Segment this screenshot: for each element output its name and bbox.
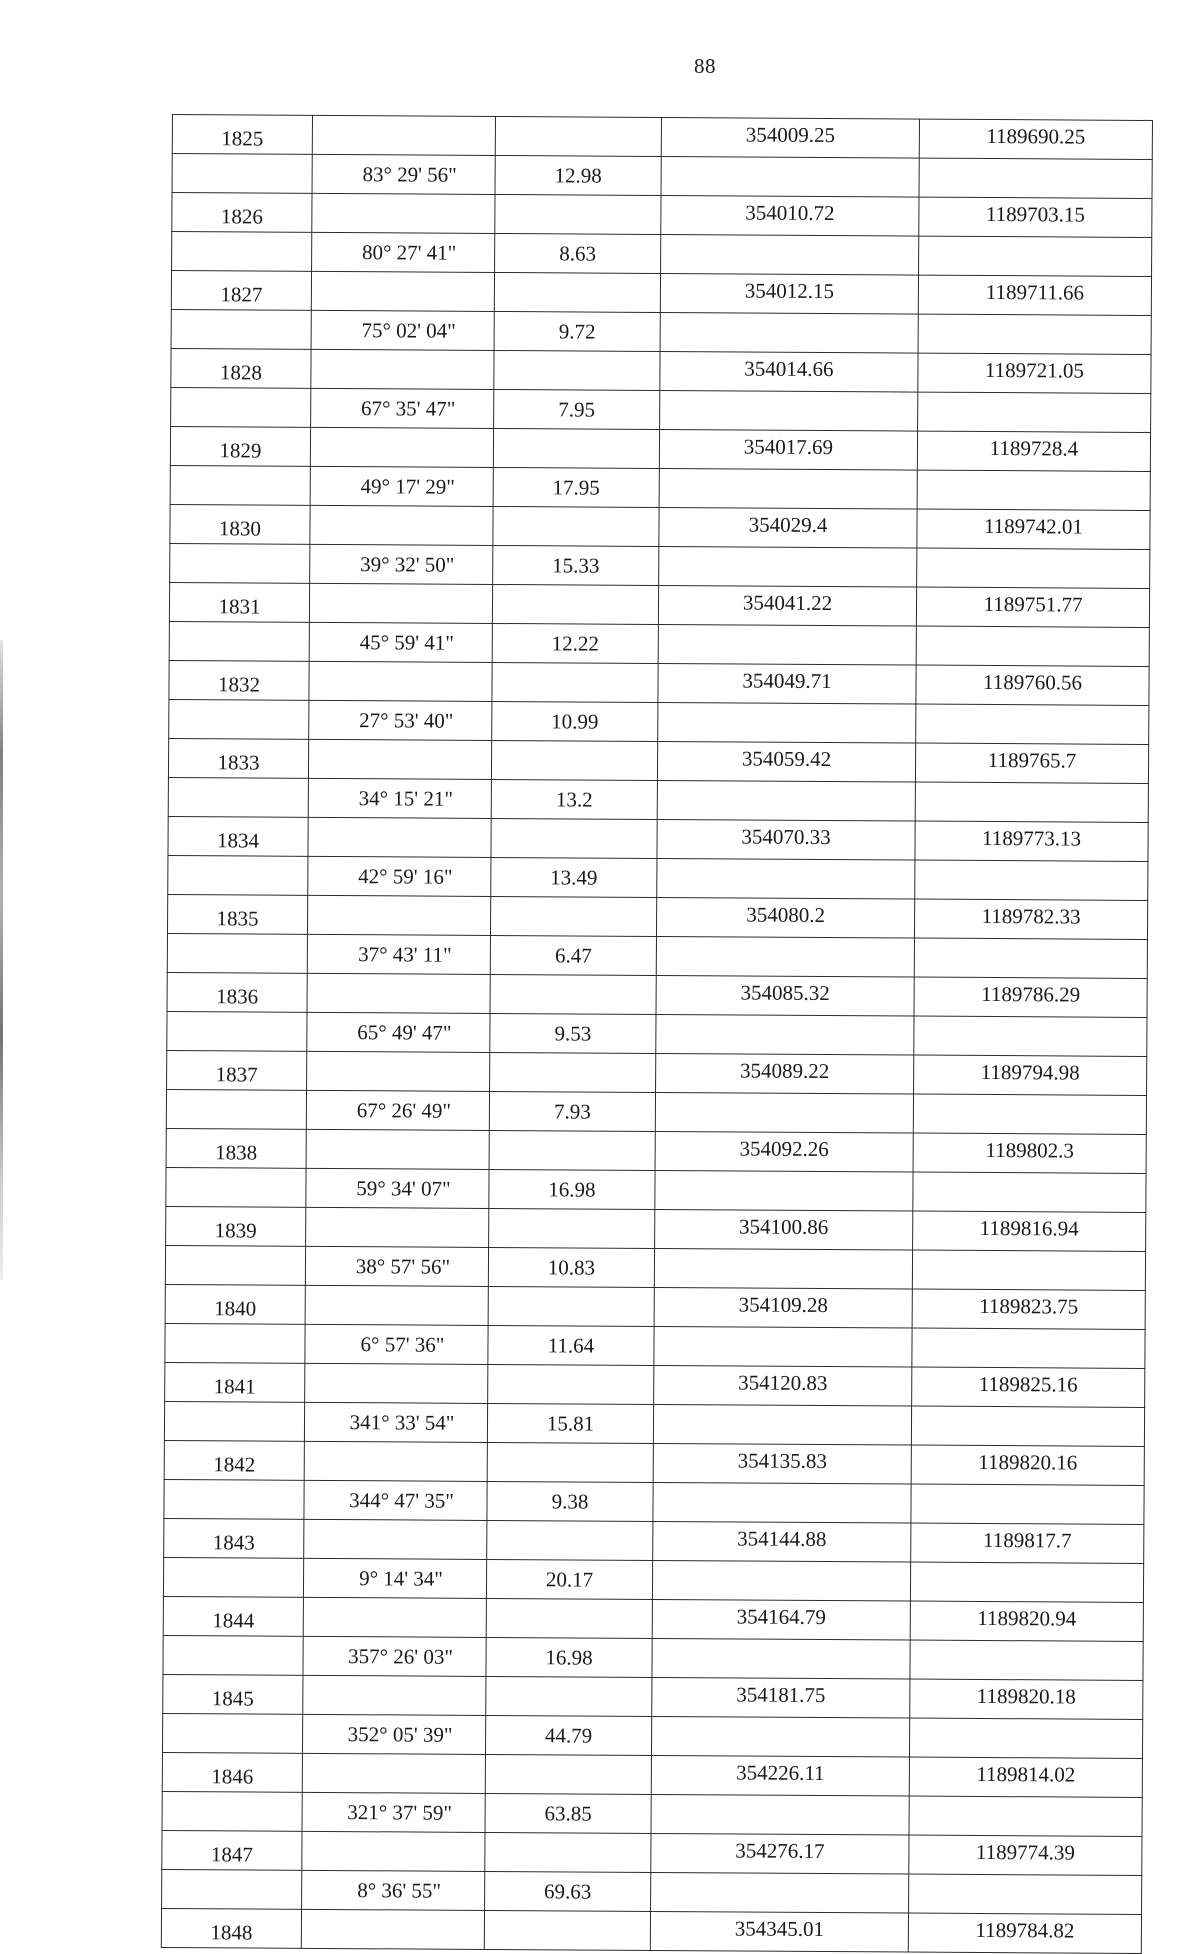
station-row bbox=[171, 271, 1151, 316]
northing-cell: 354012.15 bbox=[660, 273, 918, 314]
northing-cell: 354059.42 bbox=[657, 741, 915, 782]
bearing-cell: 67° 26' 49" bbox=[306, 1090, 489, 1130]
coordinate-table bbox=[161, 114, 1153, 1954]
station-cell: 1834 bbox=[168, 816, 308, 856]
bearing-cell: 49° 17' 29" bbox=[310, 466, 493, 506]
station-row bbox=[169, 582, 1149, 627]
station-cell: 1844 bbox=[163, 1596, 303, 1636]
distance-cell: 13.2 bbox=[491, 779, 657, 819]
empty-cell bbox=[304, 1441, 487, 1481]
empty-cell bbox=[488, 1286, 654, 1326]
empty-cell bbox=[309, 661, 492, 701]
leg-row bbox=[167, 1011, 1147, 1056]
northing-cell: 354276.17 bbox=[651, 1833, 909, 1874]
empty-cell bbox=[166, 1167, 306, 1207]
station-row bbox=[171, 348, 1151, 393]
distance-cell: 16.98 bbox=[486, 1637, 652, 1677]
distance-cell: 6.47 bbox=[490, 935, 656, 975]
empty-cell bbox=[913, 1094, 1146, 1134]
bearing-cell: 38° 57' 56" bbox=[305, 1246, 488, 1286]
leg-row bbox=[164, 1479, 1144, 1524]
empty-cell bbox=[654, 1326, 912, 1367]
bearing-cell: 8° 36' 55" bbox=[302, 1870, 485, 1910]
station-row bbox=[168, 816, 1148, 861]
bearing-cell: 352° 05' 39" bbox=[302, 1714, 485, 1754]
northing-cell: 354345.01 bbox=[650, 1911, 908, 1952]
leg-row bbox=[170, 543, 1150, 588]
northing-cell: 354144.88 bbox=[653, 1521, 911, 1562]
empty-cell bbox=[164, 1479, 304, 1519]
empty-cell bbox=[303, 1597, 486, 1637]
bearing-cell: 341° 33' 54" bbox=[304, 1402, 487, 1442]
easting-cell: 1189760.56 bbox=[916, 665, 1149, 705]
empty-cell bbox=[493, 428, 659, 468]
bearing-cell: 67° 35' 47" bbox=[311, 388, 494, 428]
bearing-cell: 39° 32' 50" bbox=[310, 544, 493, 584]
empty-cell bbox=[164, 1401, 304, 1441]
distance-cell: 8.63 bbox=[495, 233, 661, 273]
empty-cell bbox=[308, 739, 491, 779]
easting-cell: 1189773.13 bbox=[915, 821, 1148, 861]
bearing-cell: 80° 27' 41" bbox=[312, 232, 495, 272]
easting-cell: 1189784.82 bbox=[908, 1913, 1141, 1953]
empty-cell bbox=[661, 156, 919, 197]
empty-cell bbox=[311, 349, 494, 389]
distance-cell: 12.98 bbox=[495, 155, 661, 195]
easting-cell: 1189751.77 bbox=[916, 587, 1149, 627]
empty-cell bbox=[307, 1051, 490, 1091]
empty-cell bbox=[171, 309, 311, 349]
station-cell: 1842 bbox=[164, 1440, 304, 1480]
easting-cell: 1189742.01 bbox=[917, 509, 1150, 549]
station-cell: 1831 bbox=[169, 582, 309, 622]
empty-cell bbox=[656, 1014, 914, 1055]
bearing-cell: 34° 15' 21" bbox=[308, 778, 491, 818]
empty-cell bbox=[301, 1909, 484, 1949]
station-row bbox=[164, 1518, 1144, 1563]
empty-cell bbox=[660, 390, 918, 431]
northing-cell: 354109.28 bbox=[654, 1287, 912, 1328]
empty-cell bbox=[914, 938, 1147, 978]
easting-cell: 1189782.33 bbox=[914, 899, 1147, 939]
northing-cell: 354029.4 bbox=[659, 507, 917, 548]
leg-row bbox=[166, 1089, 1146, 1134]
leg-row bbox=[169, 699, 1149, 744]
empty-cell bbox=[169, 621, 309, 661]
empty-cell bbox=[909, 1718, 1142, 1758]
station-row bbox=[172, 193, 1152, 238]
station-cell: 1848 bbox=[161, 1908, 301, 1948]
empty-cell bbox=[491, 740, 657, 780]
bearing-cell: 45° 59' 41" bbox=[309, 622, 492, 662]
empty-cell bbox=[655, 1170, 913, 1211]
station-row bbox=[170, 504, 1150, 549]
station-cell: 1847 bbox=[162, 1830, 302, 1870]
bearing-cell: 27° 53' 40" bbox=[309, 700, 492, 740]
northing-cell: 354080.2 bbox=[656, 897, 914, 938]
empty-cell bbox=[909, 1874, 1142, 1914]
leg-row bbox=[168, 855, 1148, 900]
station-cell: 1839 bbox=[166, 1206, 306, 1246]
empty-cell bbox=[302, 1831, 485, 1871]
empty-cell bbox=[657, 780, 915, 821]
empty-cell bbox=[912, 1250, 1145, 1290]
empty-cell bbox=[162, 1713, 302, 1753]
empty-cell bbox=[166, 1089, 306, 1129]
empty-cell bbox=[919, 158, 1152, 198]
empty-cell bbox=[918, 392, 1151, 432]
northing-cell: 354041.22 bbox=[658, 585, 916, 626]
station-cell: 1832 bbox=[169, 660, 309, 700]
northing-cell: 354014.66 bbox=[660, 351, 918, 392]
station-cell: 1837 bbox=[167, 1050, 307, 1090]
empty-cell bbox=[652, 1638, 910, 1679]
empty-cell bbox=[654, 1248, 912, 1289]
empty-cell bbox=[918, 314, 1151, 354]
empty-cell bbox=[485, 1754, 651, 1794]
empty-cell bbox=[492, 584, 658, 624]
station-row bbox=[165, 1362, 1145, 1407]
station-row bbox=[169, 660, 1149, 705]
empty-cell bbox=[911, 1406, 1144, 1446]
northing-cell: 354120.83 bbox=[654, 1365, 912, 1406]
leg-row bbox=[168, 777, 1148, 822]
northing-cell: 354092.26 bbox=[655, 1131, 913, 1172]
leg-row bbox=[162, 1869, 1142, 1914]
easting-cell: 1189774.39 bbox=[909, 1835, 1142, 1875]
easting-cell: 1189711.66 bbox=[918, 275, 1151, 315]
distance-cell: 63.85 bbox=[485, 1793, 651, 1833]
station-cell: 1836 bbox=[167, 972, 307, 1012]
station-row bbox=[166, 1128, 1146, 1173]
northing-cell: 354049.71 bbox=[658, 663, 916, 704]
station-row bbox=[163, 1596, 1143, 1641]
distance-cell: 20.17 bbox=[486, 1559, 652, 1599]
empty-cell bbox=[162, 1791, 302, 1831]
bearing-cell: 37° 43' 11" bbox=[307, 934, 490, 974]
bearing-cell: 42° 59' 16" bbox=[308, 856, 491, 896]
leg-row bbox=[169, 621, 1149, 666]
empty-cell bbox=[492, 662, 658, 702]
empty-cell bbox=[651, 1716, 909, 1757]
distance-cell: 12.22 bbox=[492, 623, 658, 663]
northing-cell: 354085.32 bbox=[656, 975, 914, 1016]
bearing-cell: 357° 26' 03" bbox=[303, 1636, 486, 1676]
station-cell: 1846 bbox=[162, 1752, 302, 1792]
empty-cell bbox=[917, 548, 1150, 588]
empty-cell bbox=[487, 1442, 653, 1482]
empty-cell bbox=[489, 1130, 655, 1170]
distance-cell: 9.72 bbox=[494, 311, 660, 351]
station-row bbox=[167, 1050, 1147, 1095]
northing-cell: 354181.75 bbox=[652, 1677, 910, 1718]
northing-cell: 354017.69 bbox=[659, 429, 917, 470]
station-row bbox=[165, 1284, 1145, 1329]
empty-cell bbox=[487, 1520, 653, 1560]
empty-cell bbox=[303, 1675, 486, 1715]
empty-cell bbox=[489, 1208, 655, 1248]
empty-cell bbox=[910, 1640, 1143, 1680]
distance-cell: 13.49 bbox=[491, 857, 657, 897]
empty-cell bbox=[490, 1052, 656, 1092]
leg-row bbox=[162, 1713, 1142, 1758]
leg-row bbox=[162, 1791, 1142, 1836]
easting-cell: 1189816.94 bbox=[913, 1211, 1146, 1251]
empty-cell bbox=[484, 1910, 650, 1950]
station-cell: 1830 bbox=[170, 504, 310, 544]
empty-cell bbox=[312, 193, 495, 233]
empty-cell bbox=[172, 154, 312, 194]
easting-cell: 1189765.7 bbox=[915, 743, 1148, 783]
empty-cell bbox=[495, 194, 661, 234]
station-row bbox=[172, 115, 1152, 160]
station-row bbox=[167, 894, 1147, 939]
station-cell: 1835 bbox=[167, 894, 307, 934]
empty-cell bbox=[911, 1484, 1144, 1524]
station-cell: 1843 bbox=[164, 1518, 304, 1558]
empty-cell bbox=[162, 1869, 302, 1909]
station-cell: 1826 bbox=[172, 193, 312, 233]
empty-cell bbox=[656, 936, 914, 977]
empty-cell bbox=[306, 1129, 489, 1169]
easting-cell: 1189703.15 bbox=[919, 197, 1152, 237]
northing-cell: 354226.11 bbox=[651, 1755, 909, 1796]
station-cell: 1841 bbox=[165, 1362, 305, 1402]
empty-cell bbox=[659, 468, 917, 509]
empty-cell bbox=[308, 817, 491, 857]
empty-cell bbox=[652, 1560, 910, 1601]
leg-row bbox=[166, 1167, 1146, 1212]
empty-cell bbox=[165, 1323, 305, 1363]
distance-cell: 15.33 bbox=[493, 545, 659, 585]
northing-cell: 354164.79 bbox=[652, 1599, 910, 1640]
station-cell: 1827 bbox=[171, 271, 311, 311]
empty-cell bbox=[493, 506, 659, 546]
empty-cell bbox=[310, 427, 493, 467]
northing-cell: 354009.25 bbox=[661, 117, 919, 158]
empty-cell bbox=[486, 1676, 652, 1716]
empty-cell bbox=[168, 777, 308, 817]
easting-cell: 1189802.3 bbox=[913, 1133, 1146, 1173]
distance-cell: 10.83 bbox=[488, 1247, 654, 1287]
distance-cell: 17.95 bbox=[493, 467, 659, 507]
empty-cell bbox=[657, 858, 915, 899]
empty-cell bbox=[913, 1172, 1146, 1212]
leg-row bbox=[171, 309, 1151, 354]
empty-cell bbox=[915, 860, 1148, 900]
station-row bbox=[167, 972, 1147, 1017]
station-row bbox=[166, 1206, 1146, 1251]
empty-cell bbox=[653, 1404, 911, 1445]
empty-cell bbox=[486, 1598, 652, 1638]
empty-cell bbox=[494, 350, 660, 390]
leg-row bbox=[163, 1635, 1143, 1680]
station-cell: 1845 bbox=[163, 1674, 303, 1714]
empty-cell bbox=[494, 272, 660, 312]
empty-cell bbox=[912, 1328, 1145, 1368]
distance-cell: 7.95 bbox=[494, 389, 660, 429]
station-row bbox=[168, 738, 1148, 783]
northing-cell: 354010.72 bbox=[661, 195, 919, 236]
bearing-cell: 83° 29' 56" bbox=[312, 154, 495, 194]
empty-cell bbox=[165, 1245, 305, 1285]
leg-row bbox=[164, 1401, 1144, 1446]
empty-cell bbox=[311, 271, 494, 311]
northing-cell: 354100.86 bbox=[655, 1209, 913, 1250]
empty-cell bbox=[163, 1557, 303, 1597]
bearing-cell: 75° 02' 04" bbox=[311, 310, 494, 350]
empty-cell bbox=[172, 232, 312, 272]
leg-row bbox=[167, 933, 1147, 978]
empty-cell bbox=[485, 1832, 651, 1872]
distance-cell: 11.64 bbox=[488, 1325, 654, 1365]
empty-cell bbox=[309, 583, 492, 623]
empty-cell bbox=[651, 1872, 909, 1913]
leg-row bbox=[165, 1323, 1145, 1368]
northing-cell: 354135.83 bbox=[653, 1443, 911, 1484]
station-cell: 1829 bbox=[170, 426, 310, 466]
station-row bbox=[161, 1908, 1141, 1953]
leg-row bbox=[171, 387, 1151, 432]
bearing-cell: 321° 37' 59" bbox=[302, 1792, 485, 1832]
station-cell: 1828 bbox=[171, 348, 311, 388]
empty-cell bbox=[490, 974, 656, 1014]
easting-cell: 1189825.16 bbox=[912, 1367, 1145, 1407]
empty-cell bbox=[495, 116, 661, 156]
empty-cell bbox=[168, 855, 308, 895]
distance-cell: 15.81 bbox=[487, 1403, 653, 1443]
empty-cell bbox=[304, 1519, 487, 1559]
empty-cell bbox=[916, 704, 1149, 744]
easting-cell: 1189817.7 bbox=[911, 1523, 1144, 1563]
easting-cell: 1189820.18 bbox=[910, 1679, 1143, 1719]
northing-cell: 354070.33 bbox=[657, 819, 915, 860]
empty-cell bbox=[307, 895, 490, 935]
empty-cell bbox=[914, 1016, 1147, 1056]
easting-cell: 1189721.05 bbox=[918, 353, 1151, 393]
empty-cell bbox=[909, 1796, 1142, 1836]
empty-cell bbox=[167, 933, 307, 973]
bearing-cell: 59° 34' 07" bbox=[306, 1168, 489, 1208]
easting-cell: 1189814.02 bbox=[909, 1757, 1142, 1797]
empty-cell bbox=[305, 1363, 488, 1403]
empty-cell bbox=[171, 387, 311, 427]
bearing-cell: 9° 14' 34" bbox=[303, 1558, 486, 1598]
leg-row bbox=[163, 1557, 1143, 1602]
easting-cell: 1189794.98 bbox=[914, 1055, 1147, 1095]
empty-cell bbox=[167, 1011, 307, 1051]
leg-row bbox=[170, 465, 1150, 510]
distance-cell: 10.99 bbox=[492, 701, 658, 741]
easting-cell: 1189786.29 bbox=[914, 977, 1147, 1017]
empty-cell bbox=[917, 470, 1150, 510]
easting-cell: 1189823.75 bbox=[912, 1289, 1145, 1329]
station-cell: 1838 bbox=[166, 1128, 306, 1168]
distance-cell: 9.53 bbox=[490, 1013, 656, 1053]
empty-cell bbox=[660, 312, 918, 353]
distance-cell: 44.79 bbox=[485, 1715, 651, 1755]
empty-cell bbox=[658, 624, 916, 665]
empty-cell bbox=[302, 1753, 485, 1793]
empty-cell bbox=[312, 115, 495, 155]
station-row bbox=[164, 1440, 1144, 1485]
distance-cell: 69.63 bbox=[485, 1871, 651, 1911]
empty-cell bbox=[488, 1364, 654, 1404]
empty-cell bbox=[659, 546, 917, 587]
empty-cell bbox=[658, 702, 916, 743]
page-number: 88 bbox=[694, 54, 716, 78]
leg-row bbox=[165, 1245, 1145, 1290]
empty-cell bbox=[910, 1562, 1143, 1602]
leg-row bbox=[172, 232, 1152, 277]
leg-row bbox=[172, 154, 1152, 199]
station-cell: 1833 bbox=[168, 738, 308, 778]
distance-cell: 7.93 bbox=[489, 1091, 655, 1131]
bearing-cell: 6° 57' 36" bbox=[305, 1324, 488, 1364]
empty-cell bbox=[491, 818, 657, 858]
station-cell: 1840 bbox=[165, 1284, 305, 1324]
empty-cell bbox=[163, 1635, 303, 1675]
empty-cell bbox=[307, 973, 490, 1013]
empty-cell bbox=[490, 896, 656, 936]
empty-cell bbox=[916, 626, 1149, 666]
coordinate-table-body bbox=[161, 115, 1152, 1954]
bearing-cell: 344° 47' 35" bbox=[304, 1480, 487, 1520]
empty-cell bbox=[310, 505, 493, 545]
empty-cell bbox=[655, 1092, 913, 1133]
station-row bbox=[162, 1830, 1142, 1875]
easting-cell: 1189728.4 bbox=[917, 431, 1150, 471]
empty-cell bbox=[651, 1794, 909, 1835]
distance-cell: 16.98 bbox=[489, 1169, 655, 1209]
empty-cell bbox=[661, 234, 919, 275]
empty-cell bbox=[306, 1207, 489, 1247]
empty-cell bbox=[169, 699, 309, 739]
northing-cell: 354089.22 bbox=[656, 1053, 914, 1094]
station-row bbox=[162, 1752, 1142, 1797]
easting-cell: 1189820.94 bbox=[910, 1601, 1143, 1641]
empty-cell bbox=[915, 782, 1148, 822]
easting-cell: 1189820.16 bbox=[911, 1445, 1144, 1485]
station-cell: 1825 bbox=[172, 115, 312, 155]
empty-cell bbox=[919, 236, 1152, 276]
station-row bbox=[170, 426, 1150, 471]
empty-cell bbox=[170, 543, 310, 583]
distance-cell: 9.38 bbox=[487, 1481, 653, 1521]
bearing-cell: 65° 49' 47" bbox=[307, 1012, 490, 1052]
empty-cell bbox=[170, 465, 310, 505]
empty-cell bbox=[653, 1482, 911, 1523]
easting-cell: 1189690.25 bbox=[919, 119, 1152, 159]
empty-cell bbox=[305, 1285, 488, 1325]
scan-binding-edge bbox=[0, 640, 3, 1280]
